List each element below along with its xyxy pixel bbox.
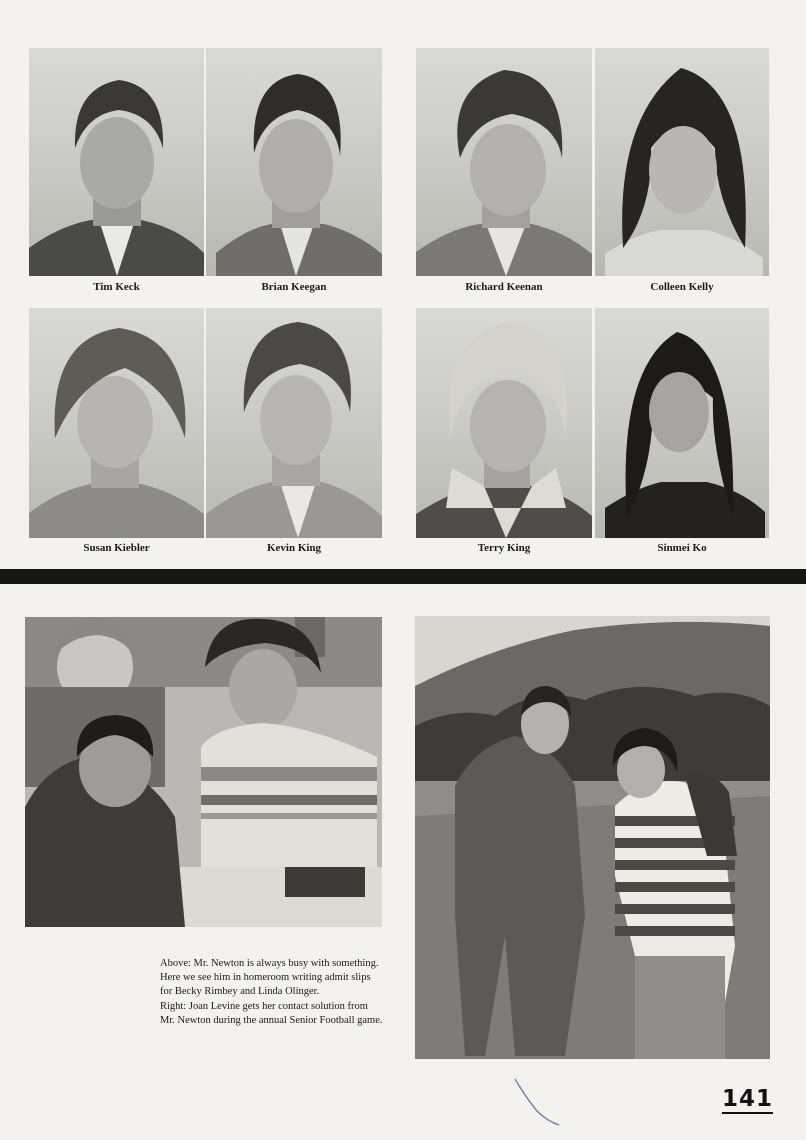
portrait-silhouette: [206, 48, 382, 276]
portrait-silhouette: [29, 48, 204, 276]
portrait-silhouette: [416, 48, 592, 276]
portrait-caption: Tim Keck: [93, 281, 140, 293]
portrait-caption: Susan Kiebler: [83, 542, 150, 554]
portrait-photo-tim-keck: [29, 48, 204, 276]
portrait-photo-kevin-king: [206, 308, 382, 538]
page-number-text: 141: [722, 1086, 774, 1112]
caption-right: Right: Joan Levine gets her contact solution from Mr. Newton during the annual Senior Football game.: [160, 1000, 383, 1026]
portrait-caption: Sinmei Ko: [657, 542, 707, 554]
portrait-silhouette: [416, 308, 592, 538]
section-divider: [0, 569, 806, 584]
portrait-caption: Kevin King: [266, 542, 322, 554]
portrait-silhouette: [595, 308, 769, 538]
portrait-photo-sinmei-ko: [595, 308, 769, 538]
football-field-photo: [415, 616, 770, 1059]
candid-photo-caption: [160, 957, 385, 1028]
portrait-photo-susan-kiebler: [29, 308, 204, 538]
portrait-silhouette: [206, 308, 382, 538]
portrait-silhouette: [595, 48, 769, 276]
portrait-silhouette: [29, 308, 204, 538]
field-scene: [415, 616, 770, 1059]
pen-stroke-mark: [505, 1075, 565, 1130]
homeroom-photo: [25, 617, 382, 927]
portrait-photo-richard-keenan: [416, 48, 592, 276]
portrait-caption: Richard Keenan: [465, 281, 543, 293]
portrait-caption: Colleen Kelly: [650, 281, 714, 293]
caption-above: Above: Mr. Newton is always busy with something. Here we see him in homeroom writing admit slips for Becky Rimbey and Linda Olinger.: [160, 958, 379, 998]
portrait-caption: Terry King: [477, 542, 531, 554]
portrait-caption: Brian Keegan: [261, 281, 327, 293]
portrait-photo-brian-keegan: [206, 48, 382, 276]
page-number: [722, 1086, 774, 1112]
homeroom-scene: [25, 617, 382, 927]
portrait-photo-colleen-kelly: [595, 48, 769, 276]
portrait-photo-terry-king: [416, 308, 592, 538]
